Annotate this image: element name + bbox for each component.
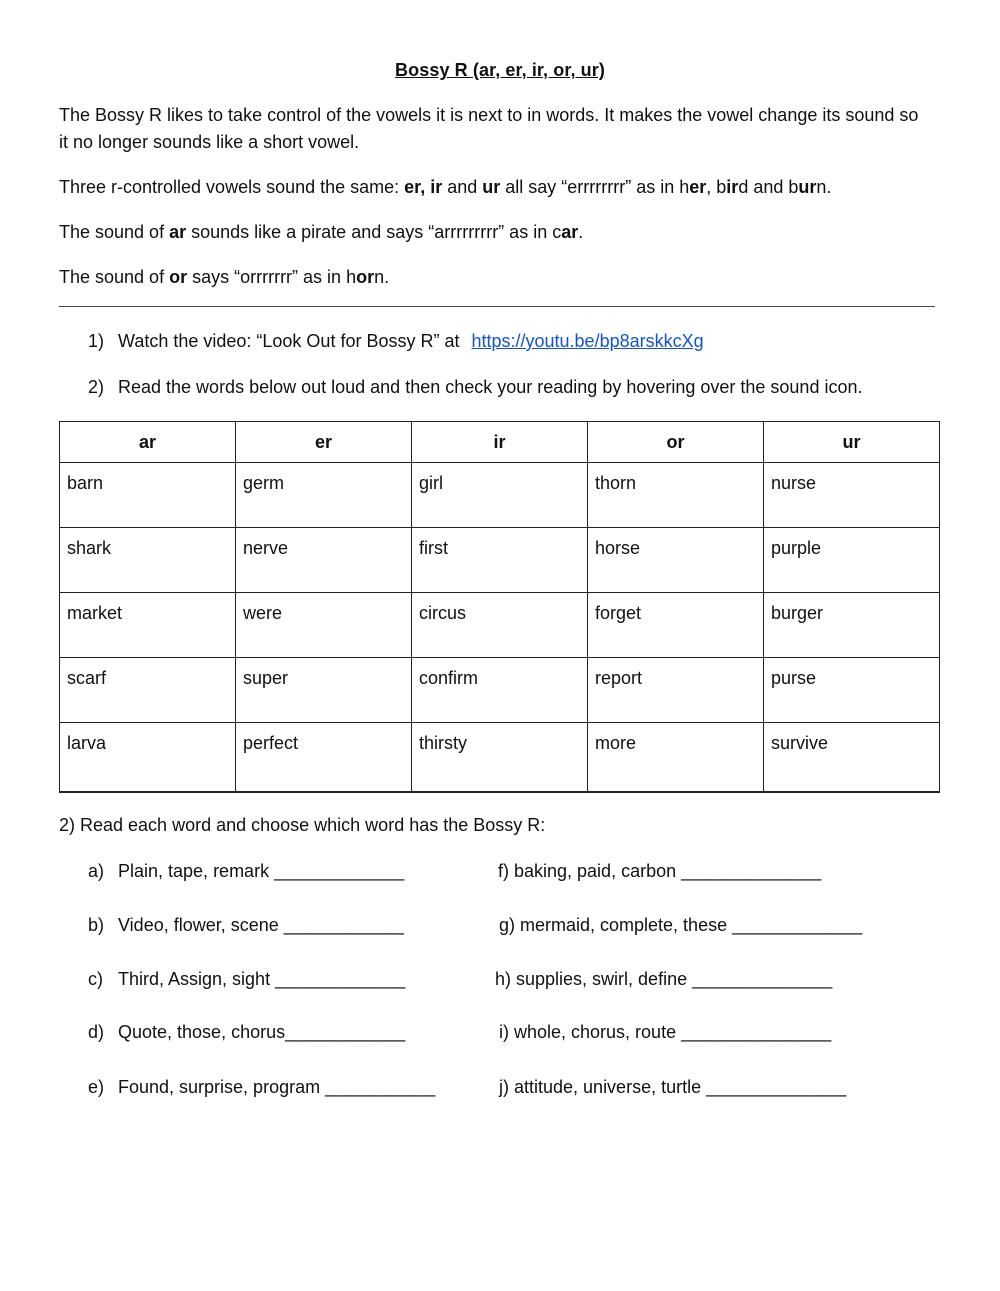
word-cell: burger [764, 593, 940, 658]
quiz-item: a) Plain, tape, remark _____________ [88, 861, 405, 881]
column-header: ir [412, 422, 588, 463]
word-cell: market [60, 593, 236, 658]
video-link[interactable]: https://youtu.be/bp8arskkcXg [471, 331, 704, 351]
word-cell: larva [60, 723, 236, 793]
word-cell: first [412, 528, 588, 593]
word-cell: germ [236, 463, 412, 528]
word-cell: circus [412, 593, 588, 658]
column-header: or [588, 422, 764, 463]
r-controlled-paragraph: Three r-controlled vowels sound the same: er, ir and ur all say “errrrrrrr” as in her, bird and burn. [59, 177, 832, 197]
quiz-item: e) Found, surprise, program ___________ [88, 1077, 436, 1097]
word-cell: thorn [588, 463, 764, 528]
intro-paragraph: The Bossy R likes to take control of the vowels it is next to in words. It makes the vowel change its sound so it no longer sounds like a short vowel. [59, 105, 919, 152]
column-header: er [236, 422, 412, 463]
word-cell: nerve [236, 528, 412, 593]
step-read-words: 2) Read the words below out loud and then check your reading by hovering over the sound icon. [88, 377, 863, 397]
page-title: Bossy R (ar, er, ir, or, ur) [395, 60, 605, 80]
ar-sound-paragraph: The sound of ar sounds like a pirate and says “arrrrrrrrr” as in car. [59, 222, 584, 242]
quiz-heading: 2) Read each word and choose which word has the Bossy R: [59, 815, 546, 835]
or-sound-paragraph: The sound of or says “orrrrrrr” as in horn. [59, 267, 390, 287]
quiz-item: i) whole, chorus, route _______________ [499, 1022, 832, 1042]
quiz-item: b) Video, flower, scene ____________ [88, 915, 404, 935]
step-watch-video: 1) Watch the video: “Look Out for Bossy R” at https://youtu.be/bp8arskkcXg [88, 331, 704, 351]
word-cell: were [236, 593, 412, 658]
word-cell: forget [588, 593, 764, 658]
word-cell: super [236, 658, 412, 723]
quiz-item: c) Third, Assign, sight _____________ [88, 969, 406, 989]
divider [59, 306, 935, 307]
word-cell: thirsty [412, 723, 588, 793]
table-header-row [60, 422, 940, 463]
word-cell: confirm [412, 658, 588, 723]
word-cell: survive [764, 723, 940, 793]
word-cell: girl [412, 463, 588, 528]
table-row [60, 463, 940, 528]
table-row [60, 528, 940, 593]
word-table [59, 421, 940, 793]
quiz-item: h) supplies, swirl, define ______________ [495, 969, 833, 989]
quiz-item: f) baking, paid, carbon ______________ [498, 861, 822, 881]
table-row [60, 658, 940, 723]
quiz-item: j) attitude, universe, turtle ______________ [499, 1077, 847, 1097]
word-cell: more [588, 723, 764, 793]
word-cell: purple [764, 528, 940, 593]
column-header: ur [764, 422, 940, 463]
word-cell: scarf [60, 658, 236, 723]
word-cell: horse [588, 528, 764, 593]
word-cell: barn [60, 463, 236, 528]
word-cell: perfect [236, 723, 412, 793]
quiz-item: d) Quote, those, chorus____________ [88, 1022, 406, 1042]
word-cell: nurse [764, 463, 940, 528]
word-cell: purse [764, 658, 940, 723]
table-row [60, 593, 940, 658]
table-row [60, 723, 940, 793]
word-cell: report [588, 658, 764, 723]
column-header: ar [60, 422, 236, 463]
quiz-item: g) mermaid, complete, these _____________ [499, 915, 863, 935]
word-cell: shark [60, 528, 236, 593]
